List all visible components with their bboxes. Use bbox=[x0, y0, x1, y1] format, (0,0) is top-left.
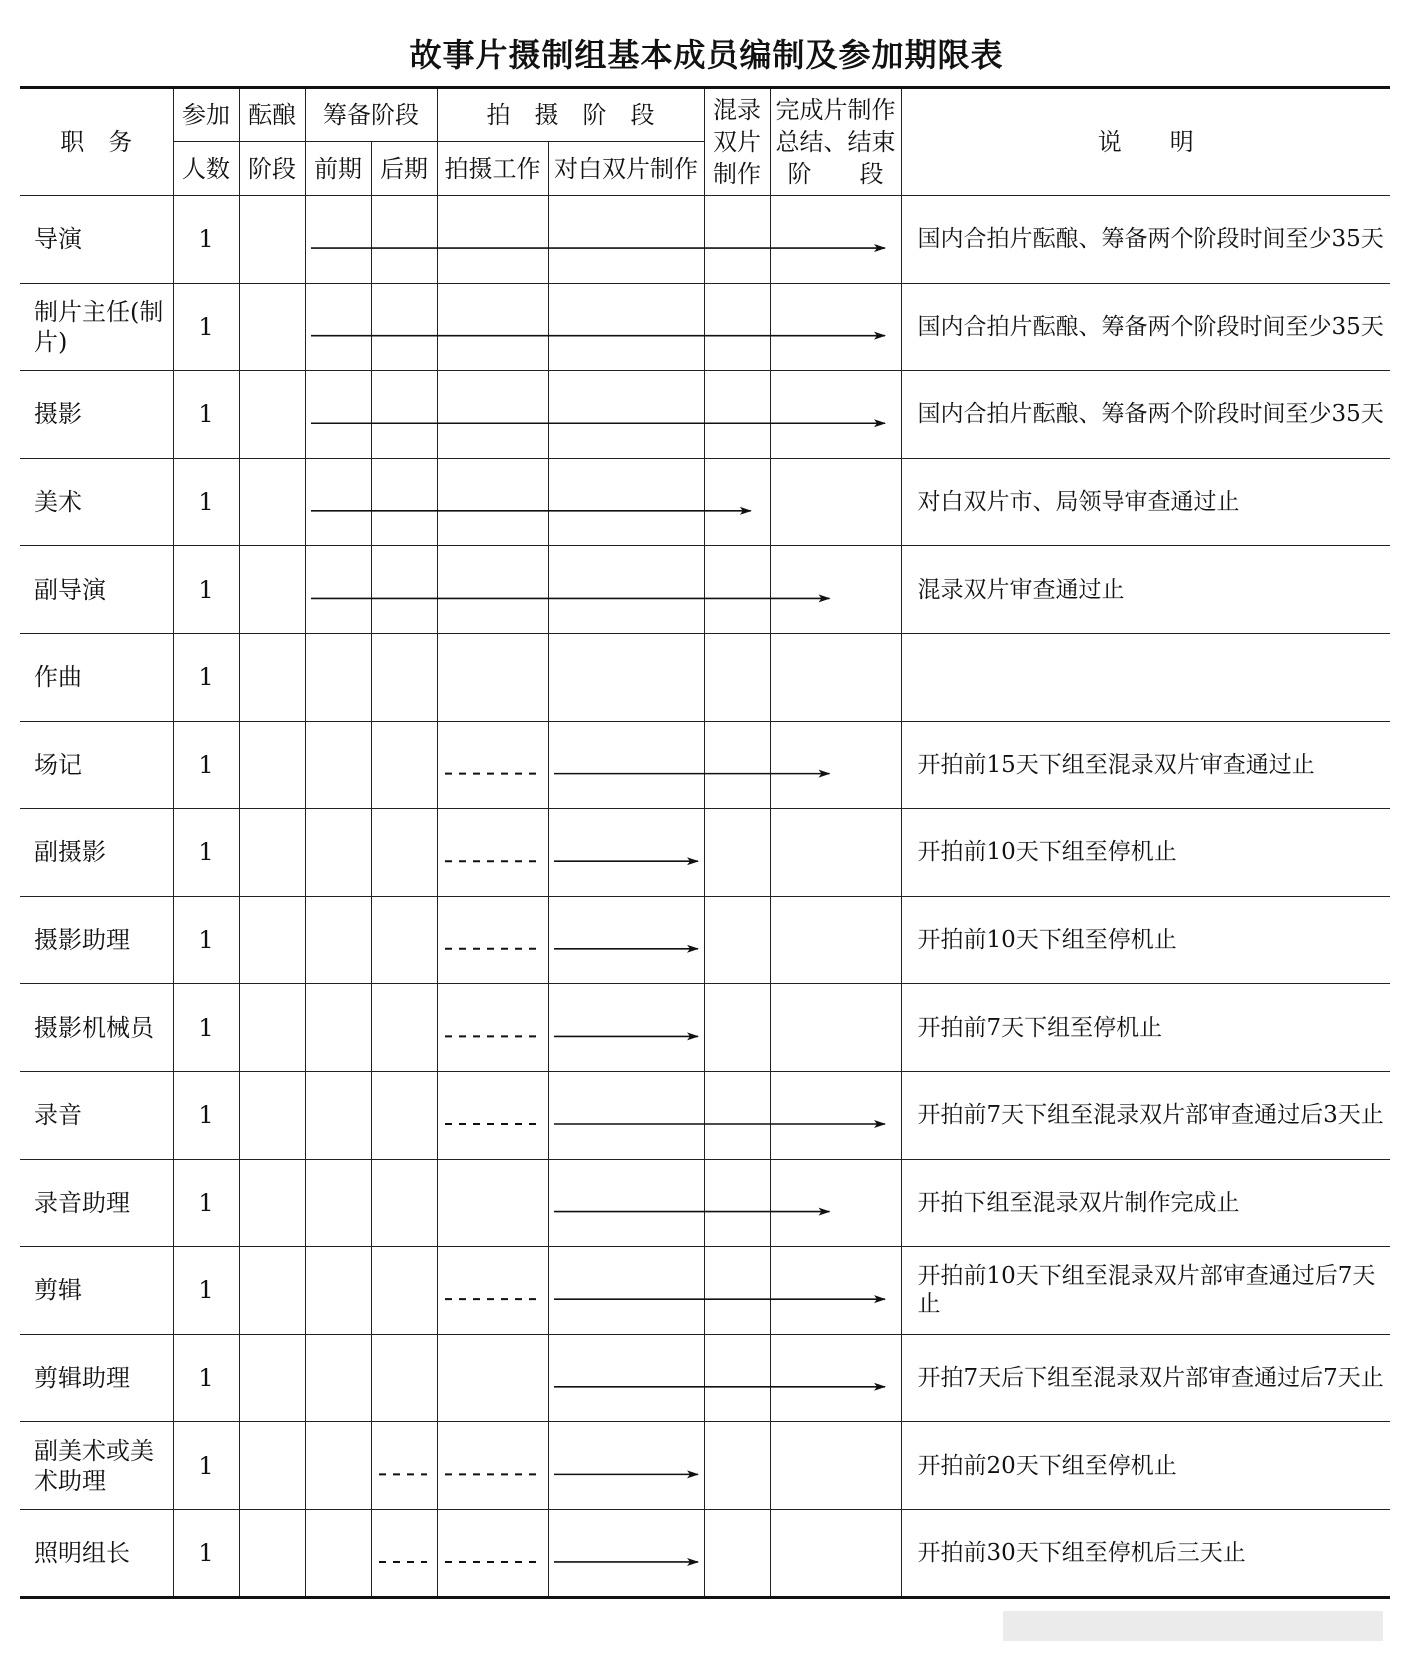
count-cell: 1 bbox=[173, 371, 239, 459]
phase-cell-prep-early bbox=[305, 1334, 371, 1422]
phase-cell-finish bbox=[770, 1247, 901, 1335]
header-finish-line2: 总结、结束 bbox=[775, 128, 896, 156]
phase-cell-shoot-work bbox=[437, 283, 548, 371]
header-count-top: 参加 bbox=[173, 88, 239, 142]
staff-schedule-table bbox=[20, 86, 1390, 1599]
phase-cell-mix bbox=[704, 1159, 770, 1247]
phase-cell-prep-late bbox=[371, 371, 437, 459]
count-cell: 1 bbox=[173, 283, 239, 371]
phase-cell-prep-late bbox=[371, 283, 437, 371]
role-cell: 摄影机械员 bbox=[20, 984, 173, 1072]
role-cell: 副美术或美术助理 bbox=[20, 1422, 173, 1510]
phase-cell-brew bbox=[239, 458, 305, 546]
role-cell: 美术 bbox=[20, 458, 173, 546]
phase-cell-brew bbox=[239, 984, 305, 1072]
phase-cell-prep-early bbox=[305, 896, 371, 984]
phase-cell-prep-early bbox=[305, 1159, 371, 1247]
phase-cell-shoot-dialog bbox=[548, 809, 704, 897]
phase-cell-shoot-dialog bbox=[548, 1509, 704, 1597]
phase-cell-prep-late bbox=[371, 546, 437, 634]
phase-cell-brew bbox=[239, 371, 305, 459]
phase-cell-shoot-work bbox=[437, 1509, 548, 1597]
count-cell: 1 bbox=[173, 1422, 239, 1510]
count-cell: 1 bbox=[173, 1071, 239, 1159]
table-row bbox=[20, 196, 1390, 284]
note-cell: 开拍前10天下组至停机止 bbox=[901, 809, 1390, 897]
table-row bbox=[20, 721, 1390, 809]
header-finish-line1: 完成片制作 bbox=[775, 96, 896, 124]
table-row bbox=[20, 633, 1390, 721]
table-row bbox=[20, 1334, 1390, 1422]
phase-cell-shoot-dialog bbox=[548, 1159, 704, 1247]
table-row bbox=[20, 546, 1390, 634]
header-finish bbox=[770, 88, 901, 196]
phase-cell-finish bbox=[770, 896, 901, 984]
header-shoot-dialog: 对白双片制作 bbox=[548, 142, 704, 196]
phase-cell-shoot-work bbox=[437, 458, 548, 546]
note-cell: 开拍前7天下组至混录双片部审查通过后3天止 bbox=[901, 1071, 1390, 1159]
note-cell: 开拍前20天下组至停机止 bbox=[901, 1422, 1390, 1510]
role-cell: 摄影助理 bbox=[20, 896, 173, 984]
table-row bbox=[20, 984, 1390, 1072]
phase-cell-mix bbox=[704, 1334, 770, 1422]
phase-cell-prep-late bbox=[371, 1159, 437, 1247]
role-cell: 作曲 bbox=[20, 633, 173, 721]
phase-cell-shoot-work bbox=[437, 1334, 548, 1422]
phase-cell-shoot-dialog bbox=[548, 1422, 704, 1510]
phase-cell-shoot-dialog bbox=[548, 546, 704, 634]
count-cell: 1 bbox=[173, 1159, 239, 1247]
phase-cell-finish bbox=[770, 196, 901, 284]
table-row bbox=[20, 1509, 1390, 1597]
role-cell: 副导演 bbox=[20, 546, 173, 634]
table-row bbox=[20, 896, 1390, 984]
phase-cell-mix bbox=[704, 1422, 770, 1510]
phase-cell-prep-late bbox=[371, 1334, 437, 1422]
phase-cell-finish bbox=[770, 371, 901, 459]
header-brew-bottom: 阶段 bbox=[239, 142, 305, 196]
role-cell: 剪辑助理 bbox=[20, 1334, 173, 1422]
phase-cell-brew bbox=[239, 546, 305, 634]
phase-cell-prep-late bbox=[371, 1422, 437, 1510]
phase-cell-shoot-work bbox=[437, 546, 548, 634]
phase-cell-shoot-dialog bbox=[548, 896, 704, 984]
phase-cell-brew bbox=[239, 1422, 305, 1510]
phase-cell-shoot-dialog bbox=[548, 633, 704, 721]
phase-cell-mix bbox=[704, 1071, 770, 1159]
role-cell: 场记 bbox=[20, 721, 173, 809]
table-row bbox=[20, 1071, 1390, 1159]
phase-cell-mix bbox=[704, 984, 770, 1072]
phase-cell-prep-early bbox=[305, 546, 371, 634]
header-note: 说 明 bbox=[901, 88, 1390, 196]
role-cell: 照明组长 bbox=[20, 1509, 173, 1597]
phase-cell-prep-late bbox=[371, 633, 437, 721]
header-finish-line3: 阶 段 bbox=[787, 160, 884, 188]
phase-cell-mix bbox=[704, 633, 770, 721]
phase-cell-shoot-dialog bbox=[548, 283, 704, 371]
role-cell: 导演 bbox=[20, 196, 173, 284]
count-cell: 1 bbox=[173, 984, 239, 1072]
note-cell: 国内合拍片酝酿、筹备两个阶段时间至少35天 bbox=[901, 196, 1390, 284]
phase-cell-finish bbox=[770, 1334, 901, 1422]
note-cell: 开拍前15天下组至混录双片审查通过止 bbox=[901, 721, 1390, 809]
phase-cell-prep-early bbox=[305, 1247, 371, 1335]
phase-cell-prep-late bbox=[371, 1509, 437, 1597]
phase-cell-finish bbox=[770, 546, 901, 634]
phase-cell-brew bbox=[239, 1247, 305, 1335]
phase-cell-prep-late bbox=[371, 458, 437, 546]
header-prep: 筹备阶段 bbox=[305, 88, 437, 142]
role-cell: 录音 bbox=[20, 1071, 173, 1159]
note-cell: 开拍下组至混录双片制作完成止 bbox=[901, 1159, 1390, 1247]
header-prep-late: 后期 bbox=[371, 142, 437, 196]
phase-cell-brew bbox=[239, 1509, 305, 1597]
phase-cell-shoot-work bbox=[437, 1071, 548, 1159]
phase-cell-prep-late bbox=[371, 984, 437, 1072]
note-cell: 开拍7天后下组至混录双片部审查通过后7天止 bbox=[901, 1334, 1390, 1422]
header-role: 职 务 bbox=[20, 88, 173, 196]
phase-cell-shoot-dialog bbox=[548, 984, 704, 1072]
phase-cell-finish bbox=[770, 283, 901, 371]
count-cell: 1 bbox=[173, 546, 239, 634]
header-brew-top: 酝酿 bbox=[239, 88, 305, 142]
table-row bbox=[20, 458, 1390, 546]
phase-cell-mix bbox=[704, 1247, 770, 1335]
note-cell: 国内合拍片酝酿、筹备两个阶段时间至少35天 bbox=[901, 371, 1390, 459]
phase-cell-shoot-work bbox=[437, 721, 548, 809]
phase-cell-brew bbox=[239, 633, 305, 721]
phase-cell-prep-early bbox=[305, 721, 371, 809]
phase-cell-shoot-work bbox=[437, 1422, 548, 1510]
phase-cell-prep-early bbox=[305, 633, 371, 721]
phase-cell-prep-early bbox=[305, 984, 371, 1072]
watermark bbox=[1003, 1606, 1383, 1646]
phase-cell-brew bbox=[239, 1334, 305, 1422]
note-cell: 对白双片市、局领导审查通过止 bbox=[901, 458, 1390, 546]
phase-cell-finish bbox=[770, 1422, 901, 1510]
phase-cell-prep-late bbox=[371, 196, 437, 284]
phase-cell-brew bbox=[239, 896, 305, 984]
role-cell: 录音助理 bbox=[20, 1159, 173, 1247]
header-mix bbox=[704, 88, 770, 196]
phase-cell-finish bbox=[770, 1071, 901, 1159]
header-prep-early: 前期 bbox=[305, 142, 371, 196]
table-row bbox=[20, 809, 1390, 897]
note-cell: 开拍前7天下组至停机止 bbox=[901, 984, 1390, 1072]
header-mix-line2: 双片 bbox=[713, 128, 761, 156]
count-cell: 1 bbox=[173, 633, 239, 721]
header-mix-line3: 制作 bbox=[713, 160, 761, 188]
phase-cell-finish bbox=[770, 1509, 901, 1597]
phase-cell-mix bbox=[704, 809, 770, 897]
phase-cell-finish bbox=[770, 633, 901, 721]
header-mix-line1: 混录 bbox=[713, 96, 761, 124]
phase-cell-prep-late bbox=[371, 1247, 437, 1335]
phase-cell-prep-early bbox=[305, 196, 371, 284]
note-cell: 开拍前10天下组至混录双片部审查通过后7天止 bbox=[901, 1247, 1390, 1335]
count-cell: 1 bbox=[173, 809, 239, 897]
phase-cell-prep-early bbox=[305, 809, 371, 897]
phase-cell-shoot-work bbox=[437, 1247, 548, 1335]
header-shoot-work: 拍摄工作 bbox=[437, 142, 548, 196]
phase-cell-mix bbox=[704, 896, 770, 984]
phase-cell-prep-late bbox=[371, 809, 437, 897]
note-cell: 开拍前10天下组至停机止 bbox=[901, 896, 1390, 984]
table-row bbox=[20, 1159, 1390, 1247]
role-cell: 摄影 bbox=[20, 371, 173, 459]
phase-cell-brew bbox=[239, 1159, 305, 1247]
note-cell bbox=[901, 633, 1390, 721]
phase-cell-shoot-dialog bbox=[548, 1247, 704, 1335]
count-cell: 1 bbox=[173, 1247, 239, 1335]
header-shoot: 拍 摄 阶 段 bbox=[437, 88, 704, 142]
phase-cell-shoot-dialog bbox=[548, 371, 704, 459]
role-cell: 副摄影 bbox=[20, 809, 173, 897]
phase-cell-prep-late bbox=[371, 1071, 437, 1159]
header-count-bottom: 人数 bbox=[173, 142, 239, 196]
phase-cell-prep-late bbox=[371, 721, 437, 809]
role-cell: 制片主任(制片) bbox=[20, 283, 173, 371]
phase-cell-shoot-work bbox=[437, 896, 548, 984]
count-cell: 1 bbox=[173, 458, 239, 546]
count-cell: 1 bbox=[173, 896, 239, 984]
note-cell: 开拍前30天下组至停机后三天止 bbox=[901, 1509, 1390, 1597]
table-row bbox=[20, 283, 1390, 371]
phase-cell-prep-late bbox=[371, 896, 437, 984]
phase-cell-brew bbox=[239, 196, 305, 284]
phase-cell-brew bbox=[239, 809, 305, 897]
page-title: 故事片摄制组基本成员编制及参加期限表 bbox=[409, 36, 1004, 74]
phase-cell-mix bbox=[704, 196, 770, 284]
phase-cell-shoot-work bbox=[437, 196, 548, 284]
count-cell: 1 bbox=[173, 1509, 239, 1597]
phase-cell-prep-early bbox=[305, 371, 371, 459]
phase-cell-finish bbox=[770, 721, 901, 809]
phase-cell-prep-early bbox=[305, 1509, 371, 1597]
phase-cell-brew bbox=[239, 721, 305, 809]
count-cell: 1 bbox=[173, 196, 239, 284]
phase-cell-brew bbox=[239, 1071, 305, 1159]
phase-cell-mix bbox=[704, 458, 770, 546]
count-cell: 1 bbox=[173, 1334, 239, 1422]
table-row bbox=[20, 1422, 1390, 1510]
phase-cell-finish bbox=[770, 458, 901, 546]
phase-cell-shoot-dialog bbox=[548, 196, 704, 284]
note-cell: 混录双片审查通过止 bbox=[901, 546, 1390, 634]
phase-cell-finish bbox=[770, 809, 901, 897]
table-row bbox=[20, 371, 1390, 459]
phase-cell-shoot-dialog bbox=[548, 1334, 704, 1422]
phase-cell-finish bbox=[770, 1159, 901, 1247]
phase-cell-mix bbox=[704, 721, 770, 809]
phase-cell-finish bbox=[770, 984, 901, 1072]
phase-cell-prep-early bbox=[305, 458, 371, 546]
phase-cell-prep-early bbox=[305, 1071, 371, 1159]
phase-cell-shoot-work bbox=[437, 984, 548, 1072]
table-row bbox=[20, 1247, 1390, 1335]
phase-cell-shoot-work bbox=[437, 809, 548, 897]
phase-cell-shoot-dialog bbox=[548, 721, 704, 809]
phase-cell-shoot-work bbox=[437, 633, 548, 721]
phase-cell-brew bbox=[239, 283, 305, 371]
count-cell: 1 bbox=[173, 721, 239, 809]
phase-cell-mix bbox=[704, 546, 770, 634]
phase-cell-shoot-dialog bbox=[548, 1071, 704, 1159]
phase-cell-shoot-work bbox=[437, 371, 548, 459]
phase-cell-mix bbox=[704, 1509, 770, 1597]
phase-cell-shoot-dialog bbox=[548, 458, 704, 546]
phase-cell-mix bbox=[704, 283, 770, 371]
phase-cell-shoot-work bbox=[437, 1159, 548, 1247]
role-cell: 剪辑 bbox=[20, 1247, 173, 1335]
phase-cell-prep-early bbox=[305, 283, 371, 371]
note-cell: 国内合拍片酝酿、筹备两个阶段时间至少35天 bbox=[901, 283, 1390, 371]
phase-cell-mix bbox=[704, 371, 770, 459]
phase-cell-prep-early bbox=[305, 1422, 371, 1510]
